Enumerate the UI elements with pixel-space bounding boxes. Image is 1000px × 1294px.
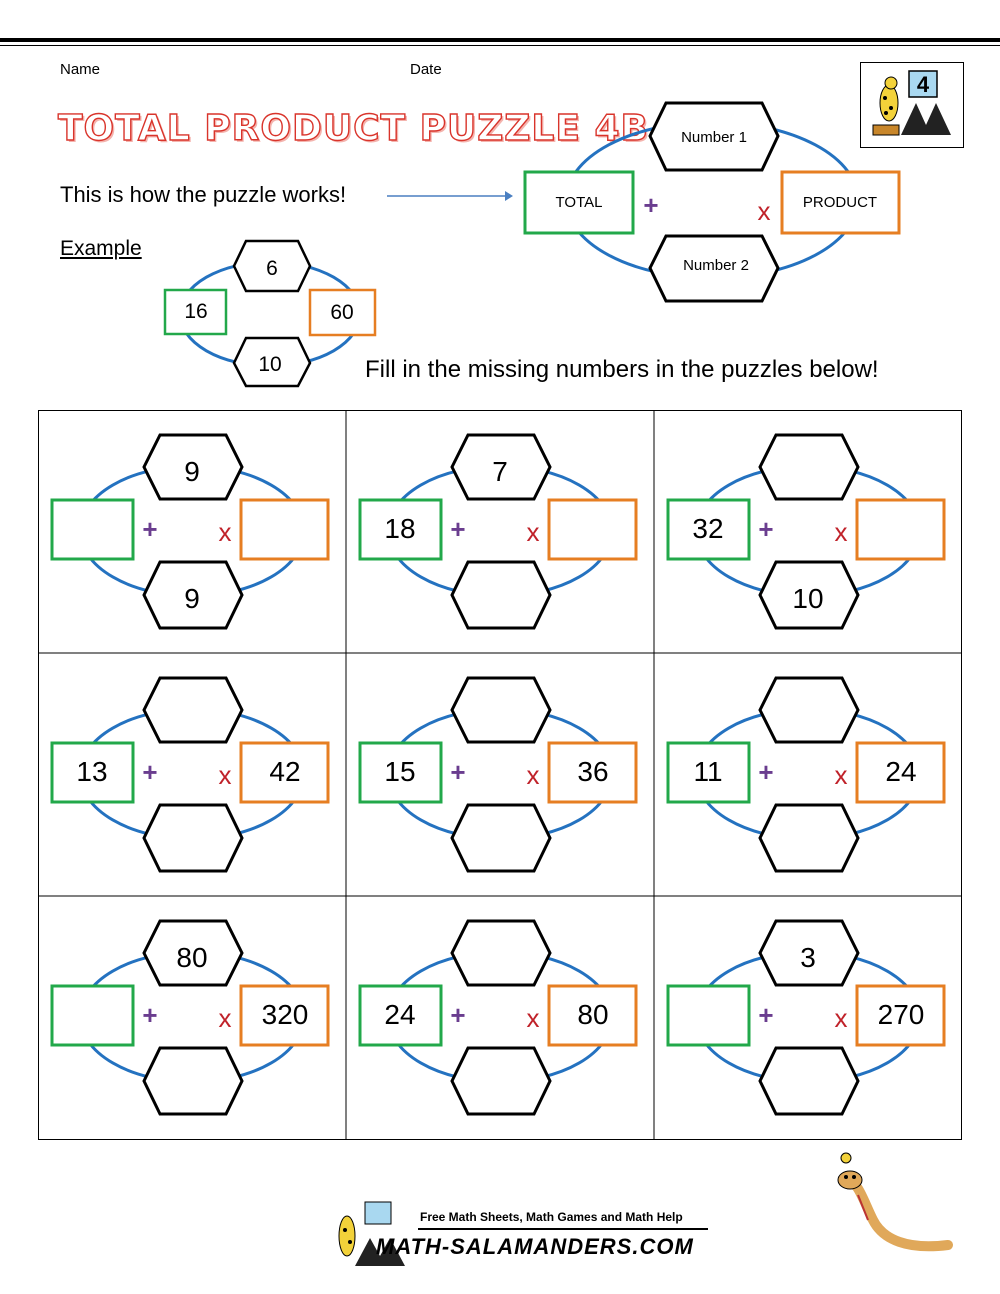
puzzle-grid: [38, 410, 962, 1140]
times-sign: x: [834, 517, 848, 547]
product-value: 80: [577, 999, 609, 1030]
number2-hexagon: [760, 1048, 858, 1114]
page-title: TOTAL PRODUCT PUZZLE 4B: [58, 108, 649, 149]
puzzle-cell: [668, 921, 944, 1114]
number1-value: 9: [184, 456, 200, 487]
how-it-works-text: This is how the puzzle works!: [60, 182, 347, 207]
puzzle-cell: [668, 678, 944, 871]
product-value: 320: [261, 999, 309, 1030]
arrow-icon: [385, 186, 515, 206]
puzzle-cell: [52, 678, 328, 871]
puzzle-cell: [360, 435, 636, 628]
footer-tagline: Free Math Sheets, Math Games and Math Help: [420, 1210, 683, 1224]
plus-sign: +: [450, 1000, 466, 1030]
number1-value: 7: [492, 456, 508, 487]
example-total: 16: [184, 300, 208, 323]
total-box[interactable]: [52, 500, 133, 559]
puzzle-cell: [360, 678, 636, 871]
plus-sign: +: [142, 757, 158, 787]
number1-value: 80: [176, 942, 208, 973]
total-value: 13: [76, 756, 108, 787]
total-box[interactable]: [668, 986, 749, 1045]
number1-hexagon: [452, 921, 550, 985]
salamander-illustration: [828, 1150, 958, 1260]
number1-hexagon: [144, 678, 242, 742]
instructions-text: Fill in the missing numbers in the puzzles below!: [365, 356, 879, 383]
grade-number: 4: [916, 72, 930, 97]
times-sign: x: [526, 760, 540, 790]
example-diagram: [162, 238, 380, 388]
total-value: 32: [692, 513, 724, 544]
example-bottom: 10: [258, 353, 282, 376]
times-sign: x: [526, 1003, 540, 1033]
times-sign: x: [834, 1003, 848, 1033]
number1-value: 3: [800, 942, 816, 973]
number1-hexagon: [760, 678, 858, 742]
number2-hexagon: [144, 1048, 242, 1114]
top-rule-thin: [0, 45, 1000, 46]
number2-hexagon: [452, 805, 550, 871]
number2-value: 10: [792, 583, 824, 614]
product-box[interactable]: [241, 500, 328, 559]
plus-sign: +: [450, 514, 466, 544]
times-sign: x: [218, 517, 232, 547]
total-value: 24: [384, 999, 416, 1030]
number2-hexagon: [760, 805, 858, 871]
plus-sign: +: [758, 757, 774, 787]
number2-hexagon: [144, 805, 242, 871]
times-sign: x: [526, 517, 540, 547]
explanation-diagram: [520, 100, 910, 305]
product-value: 36: [577, 756, 609, 787]
number1-hexagon: [452, 678, 550, 742]
name-label: Name: [60, 61, 101, 78]
product-value: 42: [269, 756, 301, 787]
number2-label: Number 2: [683, 257, 749, 274]
footer-rule: [418, 1228, 708, 1230]
plus-sign: +: [758, 1000, 774, 1030]
plus-sign: +: [142, 514, 158, 544]
example-product: 60: [330, 301, 354, 324]
product-label: PRODUCT: [802, 194, 878, 211]
total-value: 15: [384, 756, 416, 787]
plus-sign: +: [142, 1000, 158, 1030]
number2-hexagon: [452, 562, 550, 628]
product-value: 24: [885, 756, 917, 787]
times-sign: x: [218, 1003, 232, 1033]
times-sign: x: [834, 760, 848, 790]
product-box[interactable]: [549, 500, 636, 559]
puzzle-cell: [52, 435, 328, 628]
product-box[interactable]: [857, 500, 944, 559]
top-rule: [0, 38, 1000, 42]
number1-hexagon: [760, 435, 858, 499]
times-sign: x: [218, 760, 232, 790]
plus-sign: +: [643, 190, 659, 220]
puzzle-cell: [668, 435, 944, 628]
puzzle-cell: [52, 921, 328, 1114]
total-box[interactable]: [52, 986, 133, 1045]
number2-value: 9: [184, 583, 200, 614]
product-value: 270: [877, 999, 925, 1030]
date-label: Date: [410, 61, 442, 78]
number1-label: Number 1: [681, 129, 747, 146]
example-label: Example: [60, 237, 142, 260]
total-label: TOTAL: [555, 194, 603, 211]
times-sign: x: [757, 196, 771, 226]
puzzle-cell: [360, 921, 636, 1114]
total-value: 18: [384, 513, 416, 544]
example-top: 6: [266, 257, 278, 280]
plus-sign: +: [450, 757, 466, 787]
total-value: 11: [693, 756, 723, 787]
number2-hexagon: [452, 1048, 550, 1114]
plus-sign: +: [758, 514, 774, 544]
footer-site-link[interactable]: MATH-SALAMANDERS.COM: [376, 1234, 694, 1259]
